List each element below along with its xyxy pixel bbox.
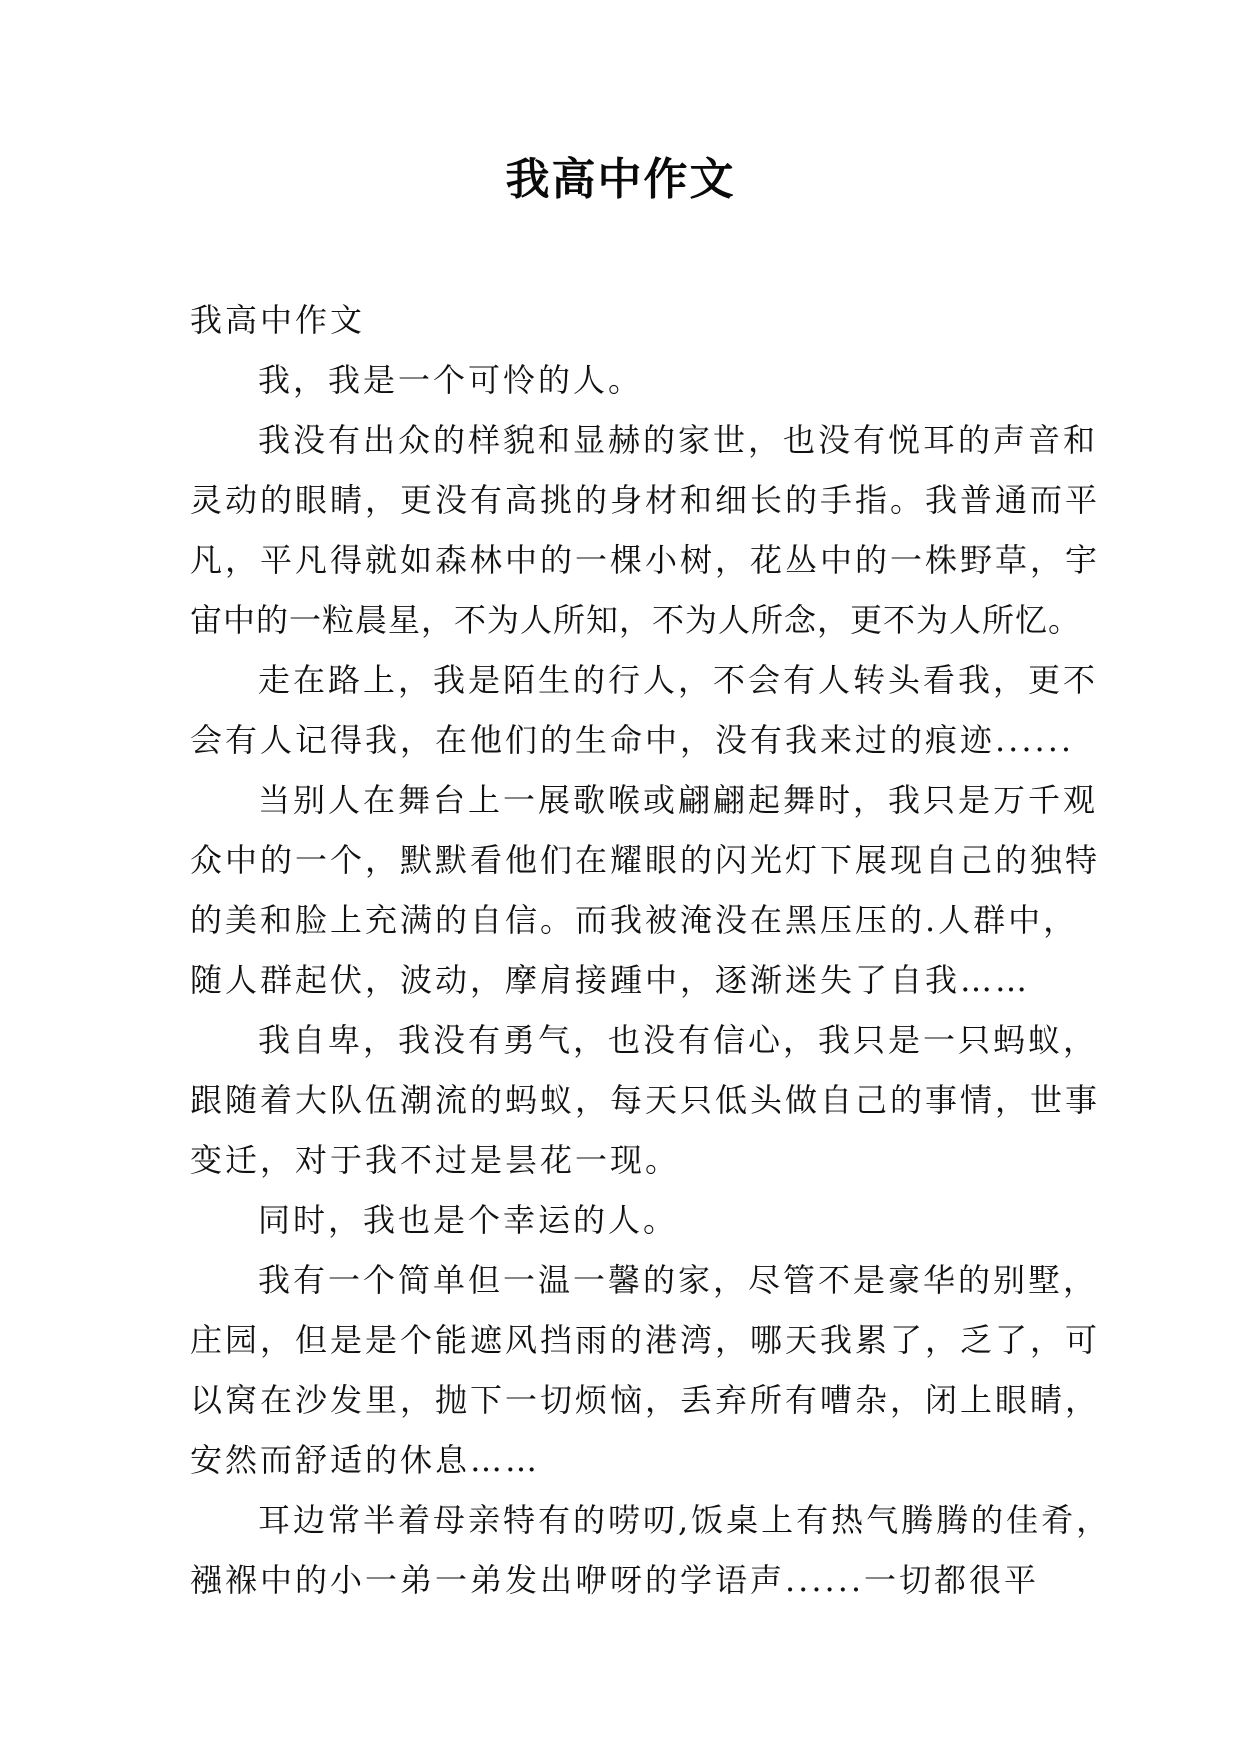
text-line: 我高中作文 <box>190 301 366 339</box>
text-line: 襁褓中的小一弟一弟发出咿呀的学语声......一切都很平 <box>190 1561 1040 1599</box>
text-line: 随人群起伏，波动，摩肩接踵中，逐渐迷失了自我…… <box>190 961 1031 999</box>
text-line: 宙中的一粒晨星，不为人所知，不为人所念，更不为人所忆。 <box>190 601 1082 639</box>
document-body <box>190 290 1112 1610</box>
text-line: 我有一个简单但一温一馨的家，尽管不是豪华的别墅， <box>258 1261 1099 1299</box>
text-line: 我，我是一个可怜的人。 <box>258 361 644 399</box>
text-line: 众中的一个，默默看他们在耀眼的闪光灯下展现自己的独特 <box>190 841 1101 879</box>
text-line: 会有人记得我，在他们的生命中，没有我来过的痕迹...... <box>190 721 1075 759</box>
text-line: 我没有出众的样貌和显赫的家世，也没有悦耳的声音和 <box>258 421 1099 459</box>
text-line: 变迁，对于我不过是昙花一现。 <box>190 1141 681 1179</box>
text-line: 我自卑，我没有勇气，也没有信心，我只是一只蚂蚁， <box>258 1021 1099 1059</box>
text-line: 耳边常半着母亲特有的唠叨,饭桌上有热气腾腾的佳肴， <box>258 1501 1112 1539</box>
text-line: 的美和脸上充满的自信。而我被淹没在黑压压的.人群中， <box>190 901 1079 939</box>
text-line: 凡，平凡得就如森林中的一棵小树，花丛中的一株野草，宇 <box>190 541 1101 579</box>
document-title: 我高中作文 <box>505 154 736 205</box>
text-line: 当别人在舞台上一展歌喉或翩翩起舞时，我只是万千观 <box>258 781 1099 819</box>
text-line: 安然而舒适的休息…… <box>190 1441 541 1479</box>
text-line: 以窝在沙发里，抛下一切烦恼，丢弃所有嘈杂，闭上眼睛， <box>190 1381 1101 1419</box>
text-line: 走在路上，我是陌生的行人，不会有人转头看我，更不 <box>258 661 1099 699</box>
text-line: 同时，我也是个幸运的人。 <box>258 1201 679 1239</box>
text-line: 灵动的眼睛，更没有高挑的身材和细长的手指。我普通而平 <box>190 481 1101 519</box>
text-line: 庄园，但是是个能遮风挡雨的港湾，哪天我累了，乏了，可 <box>190 1321 1101 1359</box>
text-line: 跟随着大队伍潮流的蚂蚁，每天只低头做自己的事情，世事 <box>190 1081 1101 1119</box>
